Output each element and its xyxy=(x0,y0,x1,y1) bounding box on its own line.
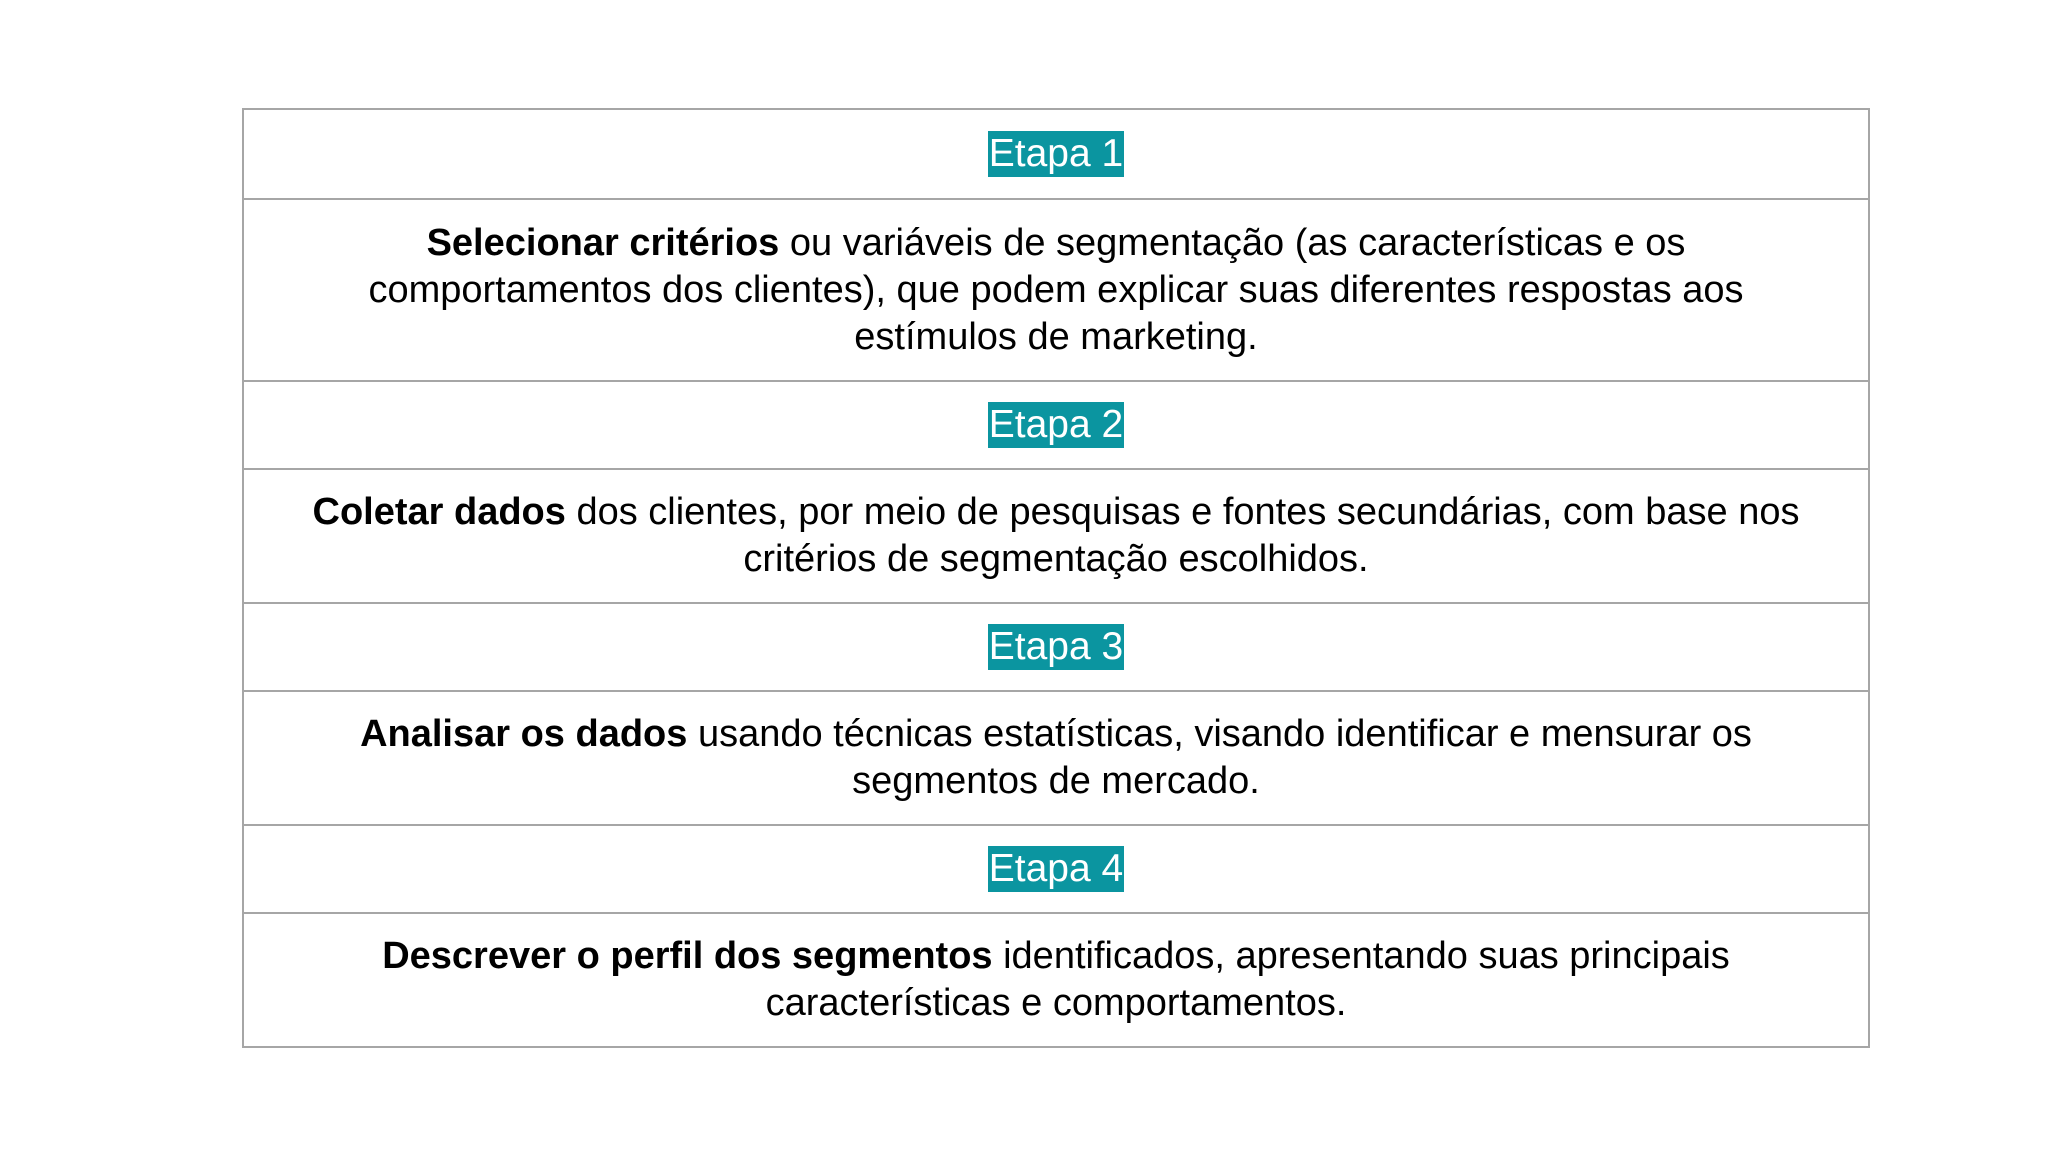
step-1-rest-text: ou variáveis de segmentação (as características e os comportamentos dos clientes), que podem explicar suas diferentes respostas aos estímulos de marketing. xyxy=(368,221,1744,358)
step-1-label: Etapa 1 xyxy=(988,132,1124,175)
step-2-rest-text: dos clientes, por meio de pesquisas e fontes secundárias, com base nos critérios de segmentação escolhidos. xyxy=(565,491,1800,580)
step-1-description xyxy=(244,198,1868,380)
segmentation-steps-table xyxy=(242,108,1870,1048)
step-4-label: Etapa 4 xyxy=(988,847,1124,890)
step-4-rest-text: identificados, apresentando suas principais características e comportamentos. xyxy=(765,935,1730,1024)
step-1-bold-text: Selecionar critérios xyxy=(426,221,780,264)
step-2-text xyxy=(274,489,1838,583)
step-2-bold-text: Coletar dados xyxy=(312,491,566,533)
step-3-text xyxy=(311,711,1801,805)
step-4-description xyxy=(244,912,1868,1046)
step-3-description xyxy=(244,690,1868,824)
step-1-header xyxy=(244,110,1868,198)
step-4-text xyxy=(336,933,1776,1027)
step-3-rest-text: usando técnicas estatísticas, visando identificar e mensurar os segmentos de mercado. xyxy=(687,713,1752,802)
step-3-bold-text: Analisar os dados xyxy=(360,713,688,755)
step-2-label: Etapa 2 xyxy=(988,403,1124,446)
step-3-label: Etapa 3 xyxy=(988,625,1124,668)
step-4-header xyxy=(244,824,1868,912)
step-2-description xyxy=(244,468,1868,602)
step-1-text xyxy=(326,220,1786,361)
step-2-header xyxy=(244,380,1868,468)
step-3-header xyxy=(244,602,1868,690)
step-4-bold-text: Descrever o perfil dos segmentos xyxy=(382,935,993,977)
